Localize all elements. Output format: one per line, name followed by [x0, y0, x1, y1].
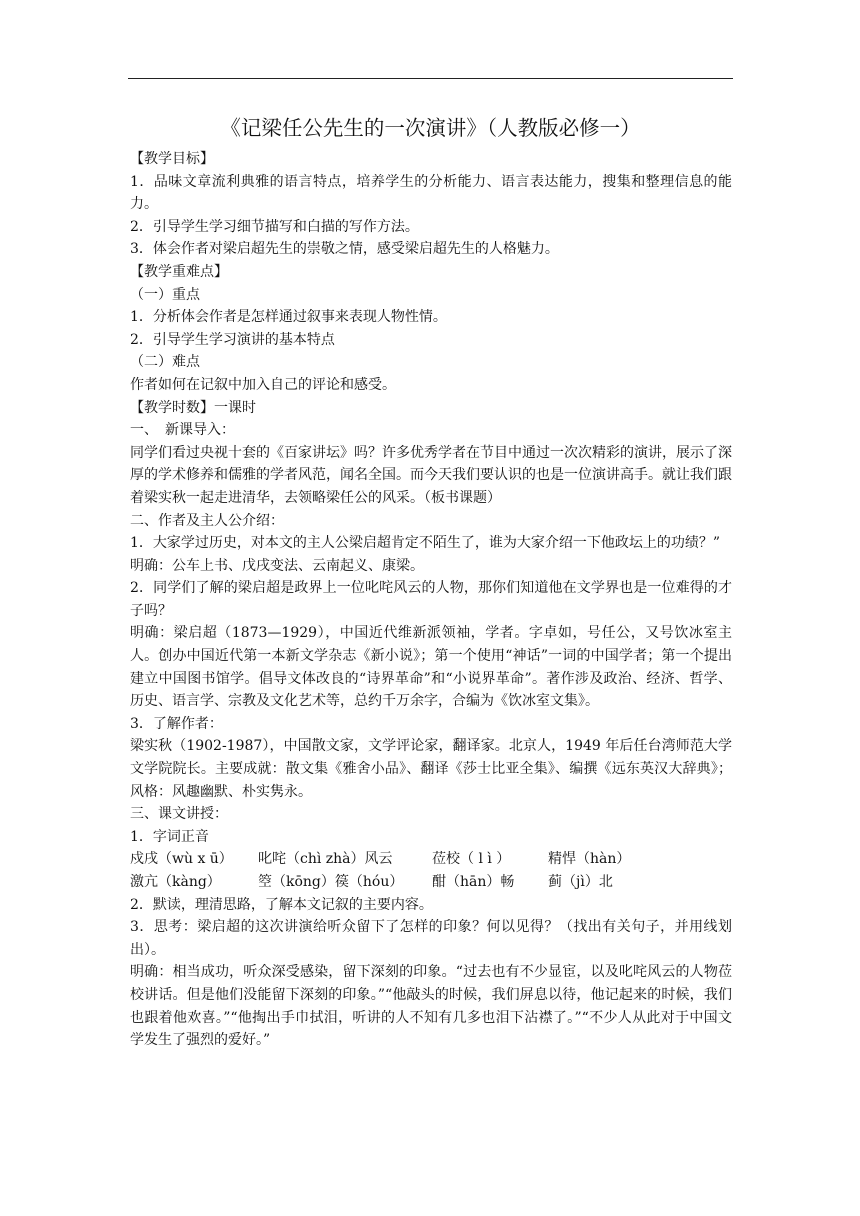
- key-subheading: （一）重点: [130, 286, 200, 303]
- step-item: 3．思考：梁启超的这次讲演给听众留下了怎样的印象？何以见得？（找出有关句子，并用线划出）。: [130, 919, 732, 958]
- key-subheading: （二）难点: [130, 354, 200, 371]
- vocab-word: 蓟（jì）北: [548, 874, 613, 890]
- header-rule: [128, 78, 733, 79]
- answer-item: 梁实秋（1902-1987），中国散文家，文学评论家，翻译家。北京人，1949 年后任台湾师范大学文学院院长。主要成就：散文集《雅舍小品》、翻译《莎士比亚全集》、编撰《远东英汉大辞典》；风格：风趣幽默、朴实隽永。: [130, 738, 732, 800]
- objective-item: 2．引导学生学习细节描写和白描的写作方法。: [130, 218, 419, 235]
- objectives-heading: 【教学目标】: [130, 151, 214, 167]
- answer-paragraph: 明确：相当成功，听众深受感染，留下深刻的印象。“过去也有不少显宦，以及叱咤风云的人物莅校讲话。但是他们没能留下深刻的印象。”“他敲头的时候，我们屏息以待，他记起来的时候，我们也跟着他欢喜。”“他掏出手巾拭泪，听讲的人不知有几多也泪下沾襟了。”“不少人从此对于中国文学发生了强烈的爱好。”: [130, 964, 732, 1049]
- objective-item: 1．品味文章流利典雅的语言特点，培养学生的分析能力、语言表达能力，搜集和整理信息的能力。: [130, 173, 732, 213]
- vocab-word: 箜（kōng）篌（hóu）: [258, 874, 404, 890]
- vocab-row: [130, 871, 732, 894]
- page-title: 《记梁任公先生的一次演讲》（人教版必修一）: [220, 116, 641, 140]
- vocab-word: 精悍（hàn）: [548, 851, 631, 868]
- key-points-heading: 【教学重难点】: [130, 263, 228, 280]
- vocab-row: [130, 848, 732, 871]
- answer-item: 明确：公车上书、戊戌变法、云南起义、康梁。: [130, 557, 424, 574]
- step-item: 2．默读，理清思路，了解本文记叙的主要内容。: [130, 896, 433, 913]
- vocab-word: 叱咤（chì zhà）风云: [258, 851, 393, 868]
- section-heading: 三、课文讲授：: [130, 806, 228, 823]
- vocab-word: 激亢（kàng）: [130, 874, 221, 890]
- answer-item: 明确：梁启超（1873—1929），中国近代维新派领袖，学者。字卓如，号任公，又号饮冰室主人。创办中国近代第一本新文学杂志《新小说》；第一个使用“神话”一词的中国学者；第一个提出建立中国图书馆学。倡导文体改良的“诗界革命”和“小说界革命”。著作涉及政治、经济、哲学、历史、语言学、宗教及文化艺术等，总约千万余字，合编为《饮冰室文集》。: [130, 625, 732, 710]
- section-heading: 一、 新课导入：: [130, 422, 235, 439]
- objective-item: 3．体会作者对梁启超先生的崇敬之情，感受梁启超先生的人格魅力。: [130, 241, 559, 258]
- key-point-item: 2．引导学生学习演讲的基本特点: [130, 331, 335, 348]
- vocab-word: 酣（hān）畅: [432, 874, 515, 890]
- key-point-item: 1．分析体会作者是怎样通过叙事来表现人物性情。: [130, 309, 447, 326]
- intro-paragraph: 同学们看过央视十套的《百家讲坛》吗？许多优秀学者在节目中通过一次次精彩的演讲，展示了深厚的学术修养和儒雅的学者风范，闻名全国。而今天我们要认识的也是一位演讲高手。就让我们跟着梁实秋一起走进清华，去领略梁任公的风采。（板书课题）: [130, 444, 732, 506]
- document-body: [130, 148, 732, 1052]
- teaching-hours: 【教学时数】一课时: [130, 399, 256, 416]
- vocab-heading: 1．字词正音: [130, 828, 209, 845]
- question-item: 3．了解作者：: [130, 715, 223, 732]
- difficulty-text: 作者如何在记叙中加入自己的评论和感受。: [130, 376, 396, 393]
- question-item: 1．大家学过历史，对本文的主人公梁启超肯定不陌生了，谁为大家介绍一下他政坛上的功绩？”: [130, 535, 721, 552]
- question-item: 2．同学们了解的梁启超是政界上一位叱咤风云的人物，那你们知道他在文学界也是一位难得的才子吗？: [130, 580, 732, 619]
- section-heading: 二、作者及主人公介绍：: [130, 512, 284, 529]
- vocab-word: 戍戌（wù x ū）: [130, 851, 233, 868]
- vocab-word: 莅校（ l ì ）: [432, 851, 511, 868]
